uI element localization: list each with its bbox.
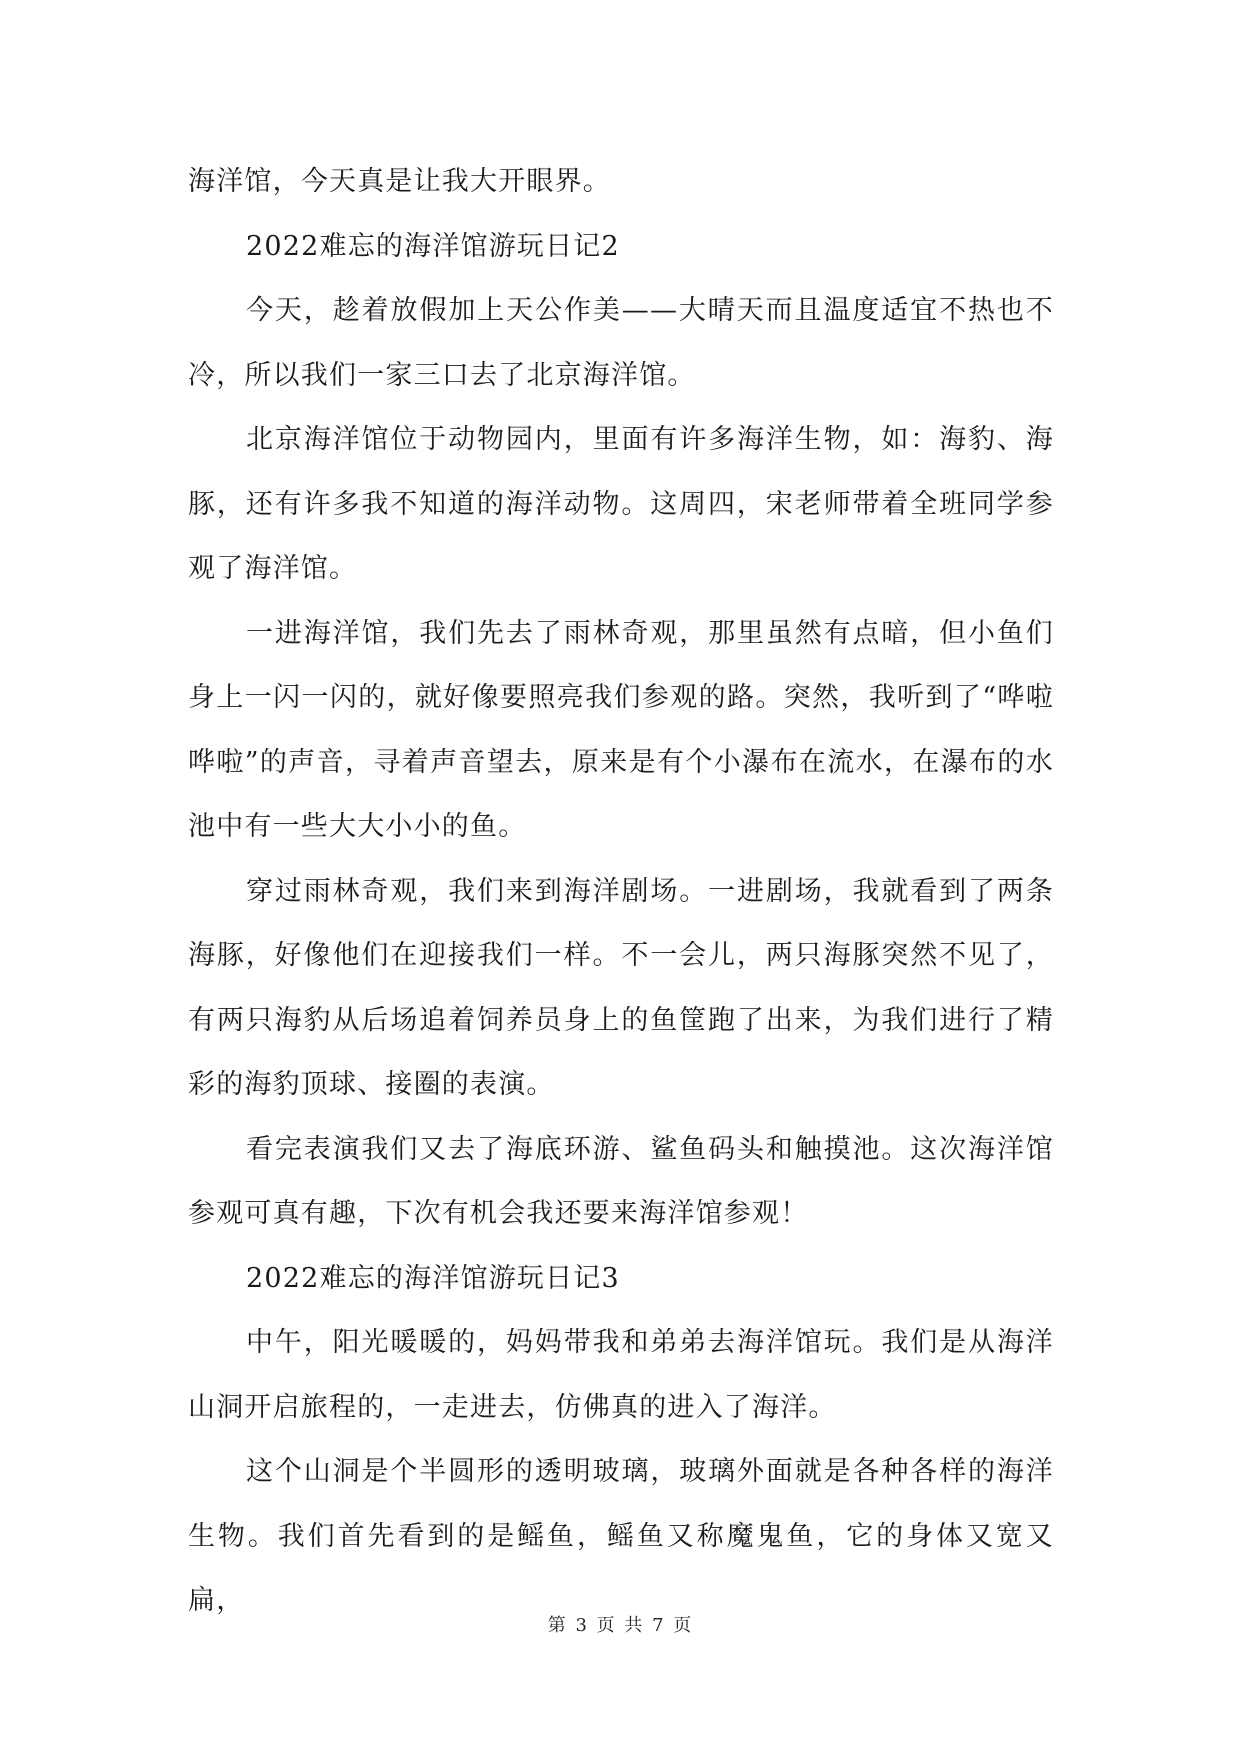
paragraph: 中午，阳光暖暖的，妈妈带我和弟弟去海洋馆玩。我们是从海洋山洞开启旅程的，一走进去，仿佛真的进入了海洋。 xyxy=(188,1327,1054,1423)
paragraph: 看完表演我们又去了海底环游、鲨鱼码头和触摸池。这次海洋馆参观可真有趣，下次有机会我还要来海洋馆参观！ xyxy=(188,1133,1054,1229)
section-heading-diary-3: 2022难忘的海洋馆游玩日记3 xyxy=(246,1262,620,1294)
paragraph-continuation: 海洋馆，今天真是让我大开眼界。 xyxy=(188,166,611,197)
paragraph: 北京海洋馆位于动物园内，里面有许多海洋生物，如：海豹、海豚，还有许多我不知道的海洋动物。这周四，宋老师带着全班同学参观了海洋馆。 xyxy=(188,424,1054,584)
paragraph: 今天，趁着放假加上天公作美——大晴天而且温度适宜不热也不冷，所以我们一家三口去了北京海洋馆。 xyxy=(188,295,1054,391)
paragraph: 这个山洞是个半圆形的透明玻璃，玻璃外面就是各种各样的海洋生物。我们首先看到的是鳐鱼，鳐鱼又称魔鬼鱼，它的身体又宽又扁， xyxy=(188,1456,1054,1616)
page-number-footer: 第 3 页 共 7 页 xyxy=(547,1615,694,1636)
paragraph: 一进海洋馆，我们先去了雨林奇观，那里虽然有点暗，但小鱼们身上一闪一闪的，就好像要照亮我们参观的路。突然，我听到了“哗啦哗啦”的声音，寻着声音望去，原来是有个小瀑布在流水，在瀑布的水池中有一些大大小小的鱼。 xyxy=(188,617,1054,842)
document-page xyxy=(188,150,1054,1634)
section-heading-diary-2: 2022难忘的海洋馆游玩日记2 xyxy=(246,230,620,262)
paragraph: 穿过雨林奇观，我们来到海洋剧场。一进剧场，我就看到了两条海豚，好像他们在迎接我们一样。不一会儿，两只海豚突然不见了，有两只海豹从后场追着饲养员身上的鱼筐跑了出来，为我们进行了精彩的海豹顶球、接圈的表演。 xyxy=(188,875,1054,1100)
